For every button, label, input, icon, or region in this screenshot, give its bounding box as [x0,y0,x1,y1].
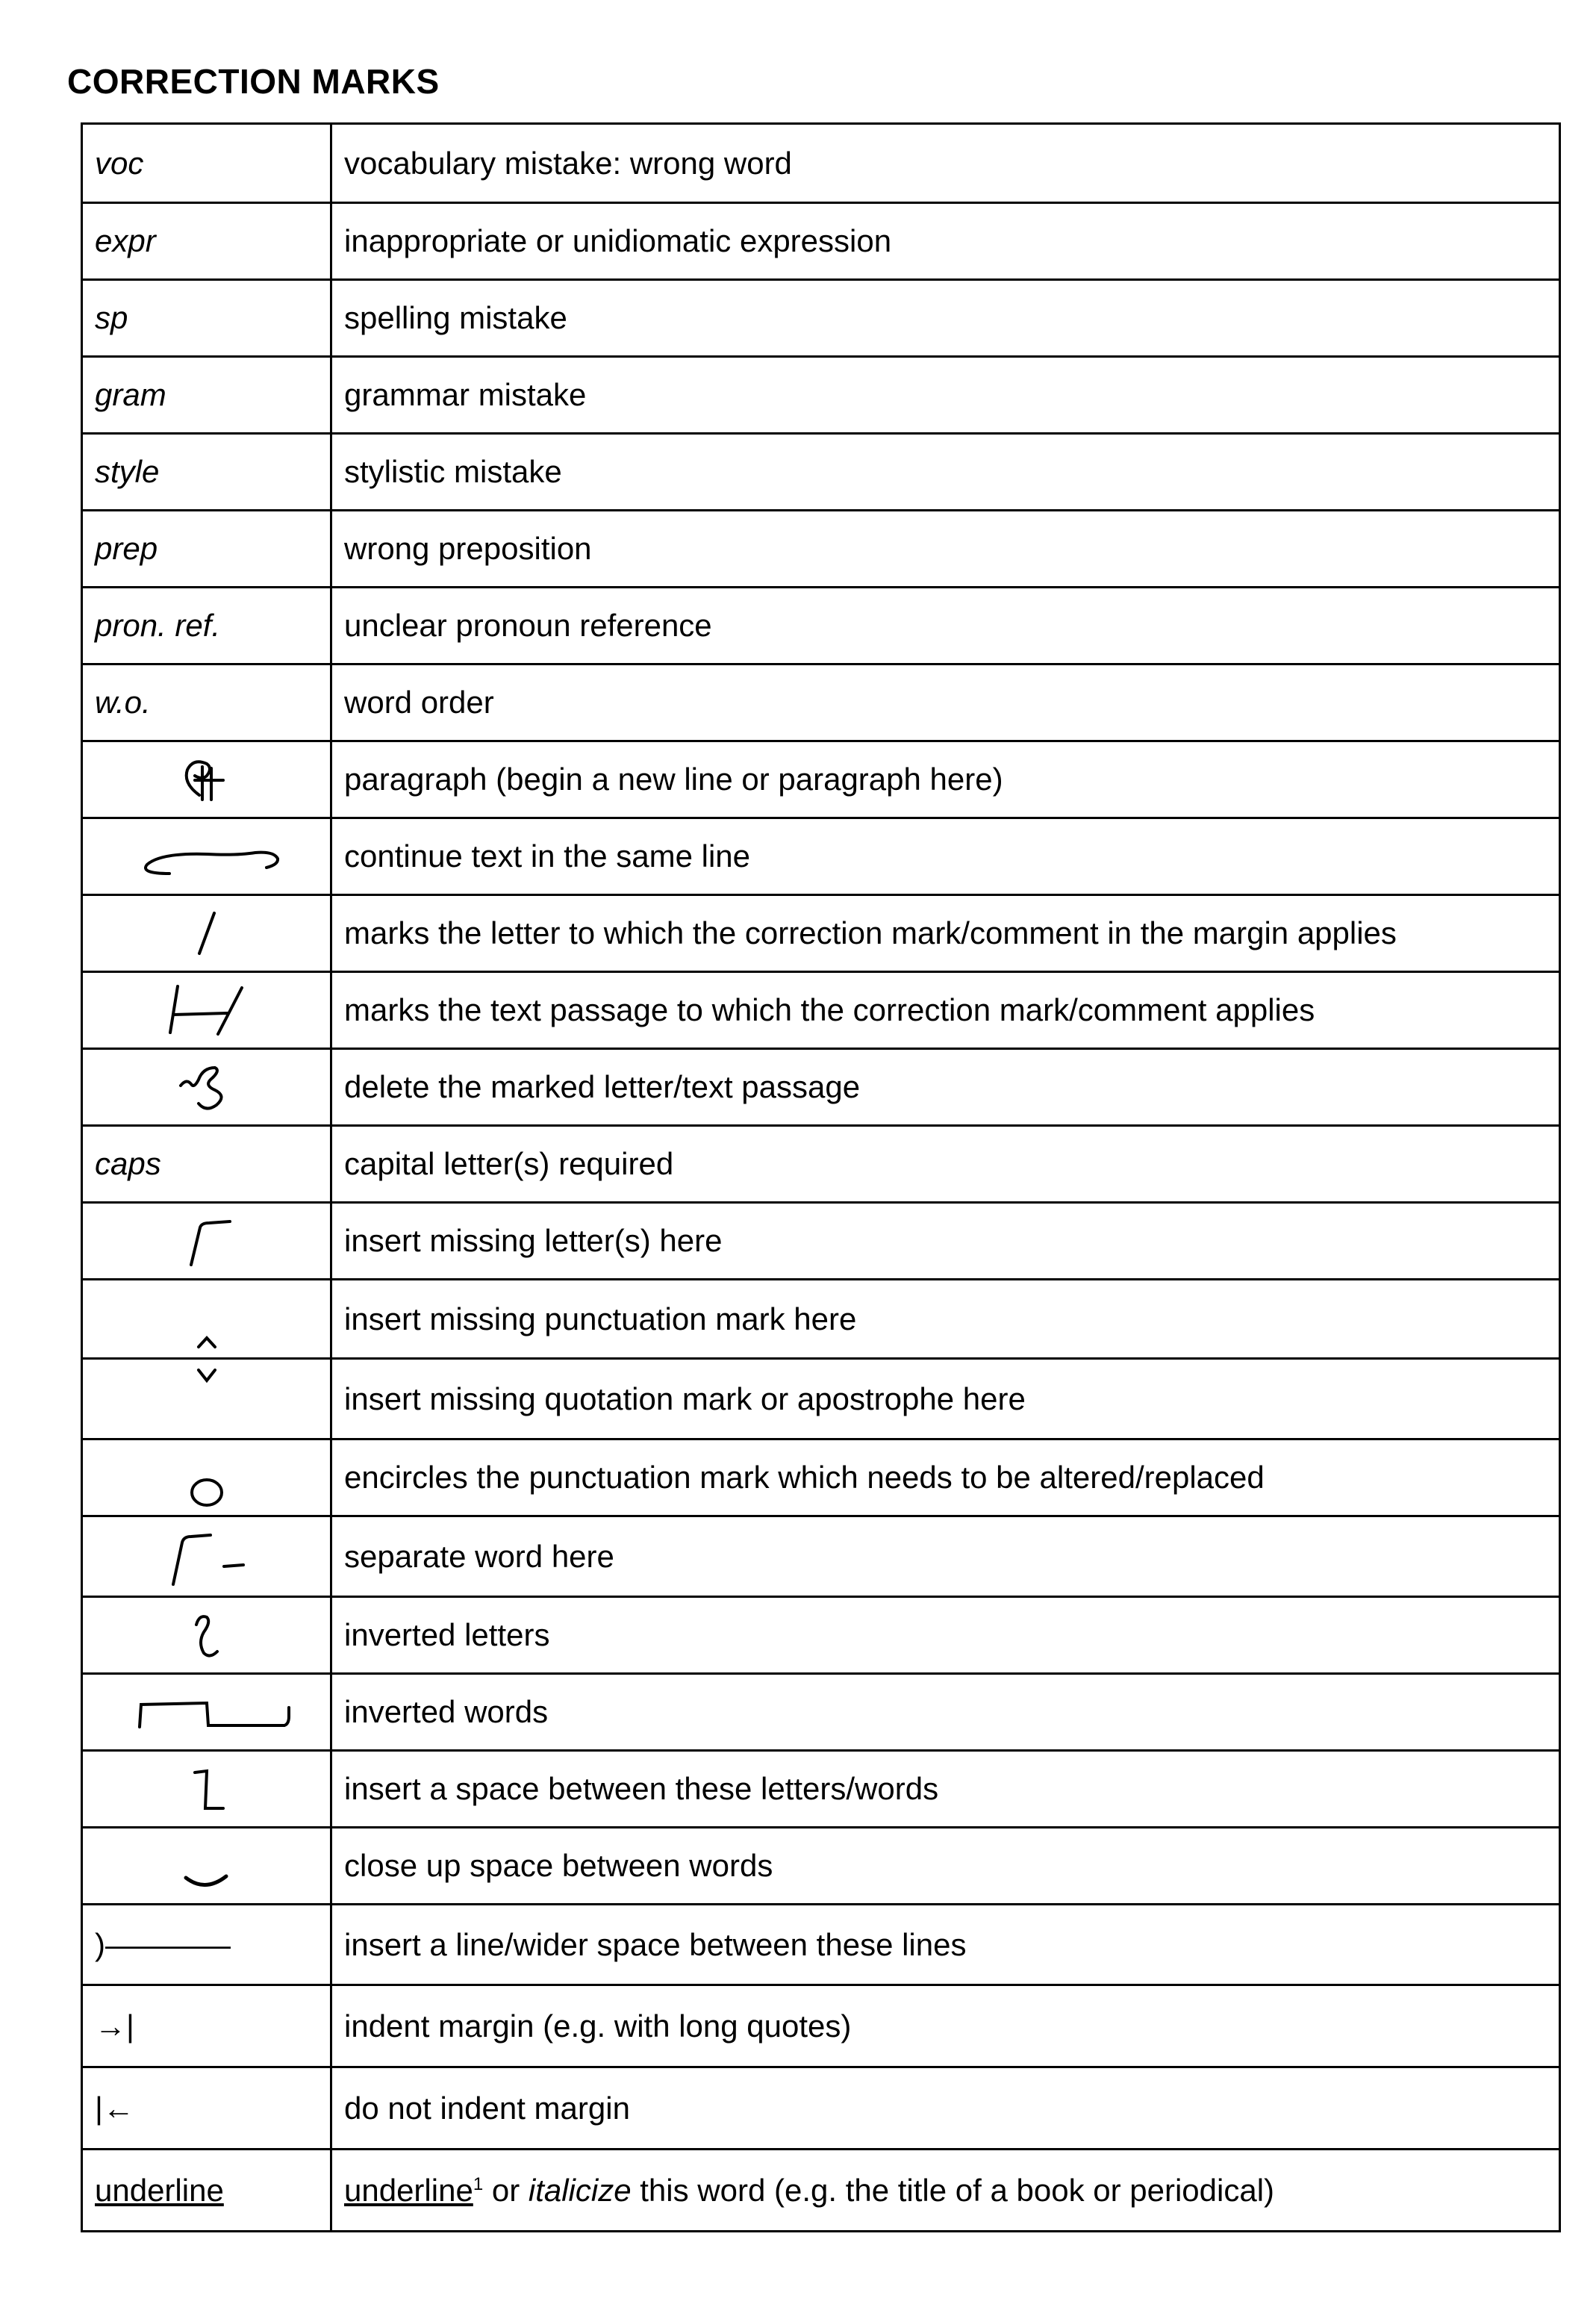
description-cell: indent margin (e.g. with long quotes) [331,1985,1560,2067]
mark-cell [82,1597,331,1674]
mark-cell [82,895,331,972]
description-cell: grammar mistake [331,357,1560,434]
description-cell: paragraph (begin a new line or paragraph here) [331,741,1560,818]
description-cell: close up space between words [331,1828,1560,1905]
table-row [82,1751,1560,1828]
mark-cell: voc [82,124,331,203]
mark-cell [82,1359,331,1439]
table-row [82,2067,1560,2150]
description-cell: inappropriate or unidiomatic expression [331,203,1560,280]
mark-cell: w.o. [82,664,331,741]
table-row [82,1905,1560,1985]
swap-letters-icon [177,1605,237,1665]
mark-cell: style [82,434,331,511]
description-cell: stylistic mistake [331,434,1560,511]
description-cell: encircles the punctuation mark which needs to be altered/replaced [331,1439,1560,1516]
table-row [82,357,1560,434]
table-row [82,1439,1560,1516]
footnote-marker: 1 [473,2173,484,2194]
mark-cell: →| [82,1985,331,2067]
description-cell: spelling mistake [331,280,1560,357]
description-cell: do not indent margin [331,2067,1560,2150]
mark-cell: prep [82,511,331,588]
description-cell: inverted words [331,1674,1560,1751]
table-row [82,1597,1560,1674]
description-cell: vocabulary mistake: wrong word [331,124,1560,203]
mark-cell: |← [82,2067,331,2150]
correction-marks-table [81,122,1561,2232]
mark-cell [82,972,331,1049]
description-cell: delete the marked letter/text passage [331,1049,1560,1126]
mark-cell [82,1828,331,1905]
description-cell: insert a line/wider space between these lines [331,1905,1560,1985]
description-cell: unclear pronoun reference [331,588,1560,664]
mark-cell [82,1751,331,1828]
table-row [82,895,1560,972]
caret-down-icon [188,1360,225,1389]
table-row [82,664,1560,741]
mark-cell [82,1516,331,1597]
table-row [82,511,1560,588]
description-cell: wrong preposition [331,511,1560,588]
circle-mark-icon [184,1470,229,1515]
table-row [82,280,1560,357]
table-row [82,1203,1560,1280]
description-cell: insert missing quotation mark or apostrophe here [331,1359,1560,1439]
description-cell: insert missing letter(s) here [331,1203,1560,1280]
delete-mark-icon [173,1057,240,1117]
table-row [82,972,1560,1049]
close-up-icon [169,1858,244,1903]
description-cell: capital letter(s) required [331,1126,1560,1203]
table-row [82,203,1560,280]
page-title: CORRECTION MARKS [67,62,440,101]
slash-mark-icon [184,907,229,959]
mark-cell [82,1049,331,1126]
description-cell: marks the text passage to which the correction mark/comment applies [331,972,1560,1049]
table-row [82,434,1560,511]
description-cell: continue text in the same line [331,818,1560,895]
mark-cell [82,741,331,818]
mark-cell [82,818,331,895]
description-cell: word order [331,664,1560,741]
table-row [82,1985,1560,2067]
mark-cell: caps [82,1126,331,1203]
description-cell: marks the letter to which the correction mark/comment in the margin applies [331,895,1560,972]
table-row [82,1674,1560,1751]
mark-cell [82,1280,331,1359]
description-text: or [483,2172,529,2208]
description-cell: inverted letters [331,1597,1560,1674]
table-row [82,1359,1560,1439]
swap-words-icon [117,1682,296,1742]
separate-word-icon [151,1523,263,1590]
description-text: this word (e.g. the title of a book or periodical) [631,2172,1275,2208]
continue-line-icon [125,830,289,883]
description-cell: insert a space between these letters/words [331,1751,1560,1828]
passage-bracket-icon [158,980,255,1040]
italic-word: italicize [528,2172,632,2208]
table-row [82,1126,1560,1203]
table-row [82,818,1560,895]
table-row [82,1280,1560,1359]
caret-up-icon [188,1327,225,1357]
mark-cell: gram [82,357,331,434]
table-row [82,588,1560,664]
table-row [82,1828,1560,1905]
insert-space-icon [177,1759,237,1819]
mark-cell: )———— [82,1905,331,1985]
table-row [82,124,1560,203]
table-row [82,1516,1560,1597]
mark-cell [82,1439,331,1516]
underline-word: underline [344,2172,473,2208]
mark-cell: sp [82,280,331,357]
description-cell [331,2150,1560,2232]
description-cell: insert missing punctuation mark here [331,1280,1560,1359]
mark-cell: underline [82,2150,331,2232]
table-row [82,1049,1560,1126]
table-row [82,2150,1560,2232]
mark-cell [82,1674,331,1751]
paragraph-mark-icon [177,753,237,806]
description-cell: separate word here [331,1516,1560,1597]
mark-cell: expr [82,203,331,280]
insert-corner-icon [173,1211,240,1271]
mark-cell: pron. ref. [82,588,331,664]
mark-cell [82,1203,331,1280]
table-row [82,741,1560,818]
